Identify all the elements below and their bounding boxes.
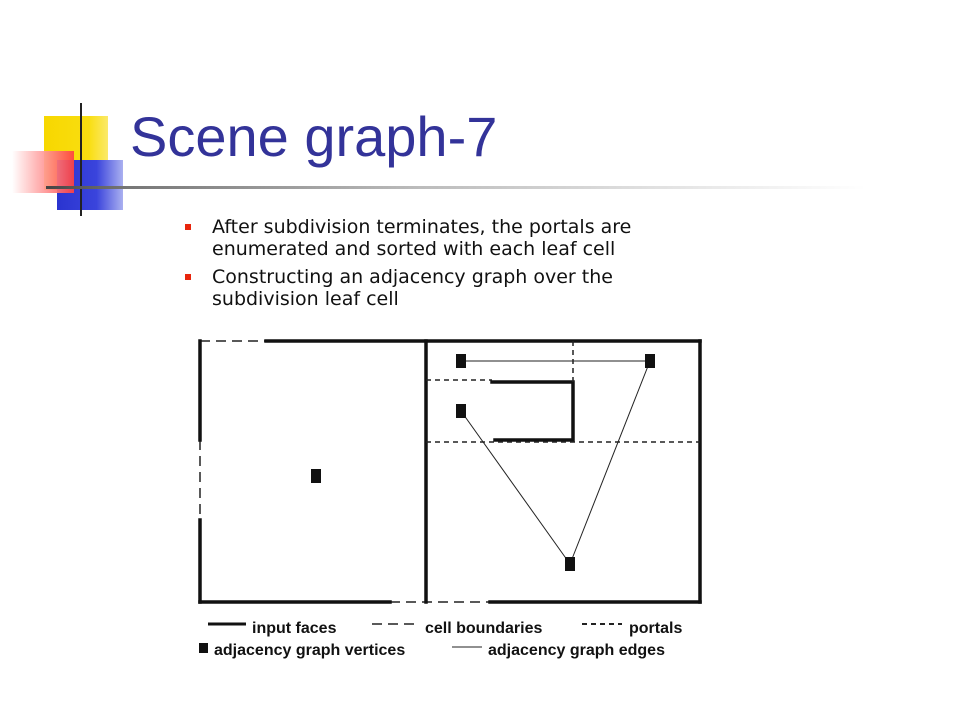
graph-vertices — [311, 354, 655, 571]
bullet-text: After subdivision terminates, the portals are enumerated and sorted with each leaf cell — [212, 216, 632, 260]
bullet-item — [184, 266, 704, 310]
graph-edge — [461, 411, 570, 564]
bullet-square-icon — [185, 224, 191, 230]
legend-cell-boundaries-label: cell boundaries — [425, 620, 543, 637]
decor-vertical-line — [80, 103, 82, 216]
graph-vertex — [565, 557, 575, 571]
title-underline — [46, 186, 866, 189]
graph-edges — [461, 361, 650, 564]
graph-vertex — [645, 354, 655, 368]
portals — [426, 341, 700, 442]
legend-input-faces-label: input faces — [252, 620, 337, 637]
slide-title: Scene graph-7 — [130, 105, 498, 168]
legend-graph-vertices-label: adjacency graph vertices — [214, 642, 406, 659]
input-faces — [200, 341, 700, 602]
graph-edge — [570, 361, 650, 564]
bullet-item — [184, 216, 704, 260]
legend-graph-edges-label: adjacency graph edges — [488, 642, 665, 659]
bullet-text: Constructing an adjacency graph over the subdivision leaf cell — [212, 266, 613, 310]
legend-vertex-swatch — [199, 643, 208, 653]
bullet-square-icon — [185, 274, 191, 280]
graph-vertex — [456, 354, 466, 368]
bullet-list — [184, 216, 704, 316]
cell-adjacency-diagram — [190, 330, 710, 670]
graph-vertex — [456, 404, 466, 418]
legend-portals-label: portals — [629, 620, 683, 637]
graph-vertex — [311, 469, 321, 483]
input-face-inner-box — [492, 382, 573, 440]
diagram-legend — [199, 620, 682, 659]
